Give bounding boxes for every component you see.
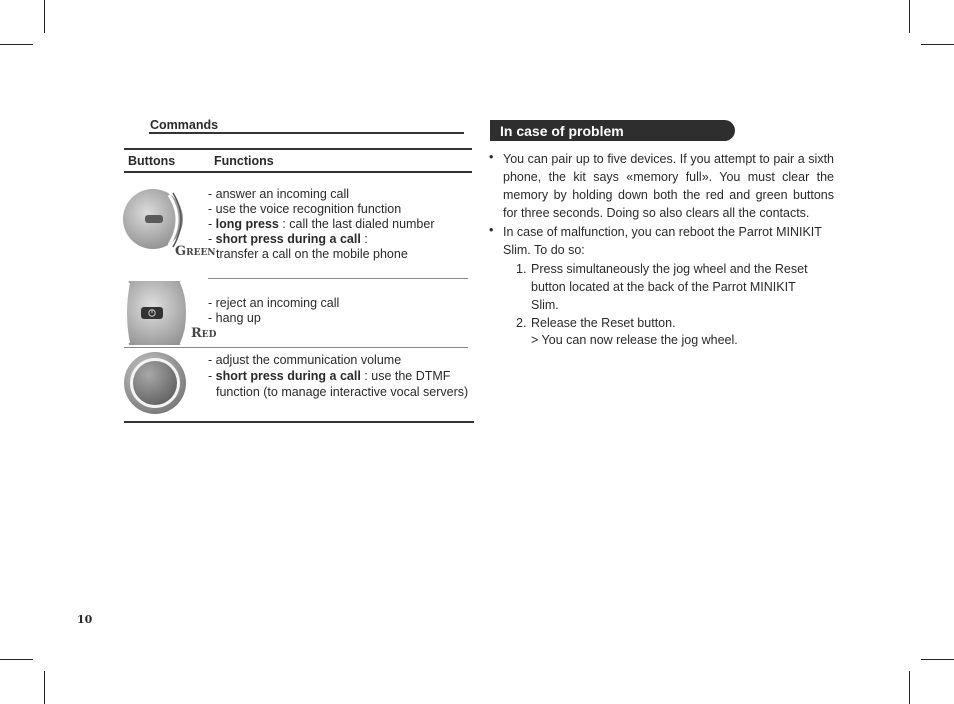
crop-mark — [909, 671, 910, 704]
problem-bullet-1: You can pair up to five devices. If you attempt to pair a sixth phone, the kit says «memory full». You must clear the memory by holding down both the red and green buttons for three seconds. Doing so also clears all the contacts. — [503, 152, 834, 220]
step-number: 1. — [516, 262, 527, 276]
crop-mark — [921, 659, 954, 660]
jog-wheel-functions — [208, 352, 468, 400]
problem-title: In case of problem — [500, 123, 624, 139]
function-line: - short press during a call : — [208, 232, 368, 246]
problem-title-bar — [490, 120, 735, 141]
bullet-glyph: • — [489, 150, 494, 164]
table-top-rule — [124, 148, 472, 150]
function-line: - reject an incoming call — [208, 296, 340, 310]
function-line: - adjust the communication volume — [208, 353, 402, 367]
function-line: - short press during a call : use the DTMF — [208, 369, 451, 383]
jog-wheel-image — [123, 350, 187, 416]
row-divider — [208, 278, 468, 279]
title-rule — [149, 132, 464, 134]
row-divider — [124, 347, 468, 348]
function-line: - hang up — [208, 311, 261, 325]
crop-mark — [44, 671, 45, 704]
green-button-image — [123, 187, 185, 251]
step-number: 2. — [516, 316, 527, 330]
page-number: 10 — [77, 613, 93, 626]
problem-bullet-2: In case of malfunction, you can reboot the Parrot MINIKIT Slim. To do so: — [503, 225, 822, 257]
green-functions — [208, 187, 435, 262]
header-rule — [124, 171, 472, 173]
function-line: - answer an incoming call — [208, 187, 350, 201]
buttons-column-header: Buttons — [128, 154, 176, 168]
green-label: Green — [175, 244, 216, 259]
bullet-glyph: • — [489, 223, 494, 237]
crop-mark — [0, 44, 33, 45]
crop-mark — [921, 44, 954, 45]
step-1-text: Press simultaneously the jog wheel and the Reset button located at the back of the Parrot MINIKIT Slim. — [531, 262, 808, 312]
function-line: transfer a call on the mobile phone — [216, 247, 408, 261]
table-bottom-rule — [124, 421, 474, 423]
step-2-subtext: > You can now release the jog wheel. — [531, 333, 738, 347]
red-button-image — [125, 281, 191, 345]
red-label: Red — [191, 326, 217, 341]
function-line: function (to manage interactive vocal servers) — [216, 385, 469, 399]
crop-mark — [44, 0, 45, 33]
commands-title: Commands — [150, 118, 219, 132]
function-line: - use the voice recognition function — [208, 202, 402, 216]
step-2-text: Release the Reset button. — [531, 316, 676, 330]
function-line: - long press : call the last dialed number — [208, 217, 435, 231]
crop-mark — [0, 659, 33, 660]
red-functions — [208, 296, 339, 326]
crop-mark — [909, 0, 910, 33]
functions-column-header: Functions — [214, 154, 274, 168]
